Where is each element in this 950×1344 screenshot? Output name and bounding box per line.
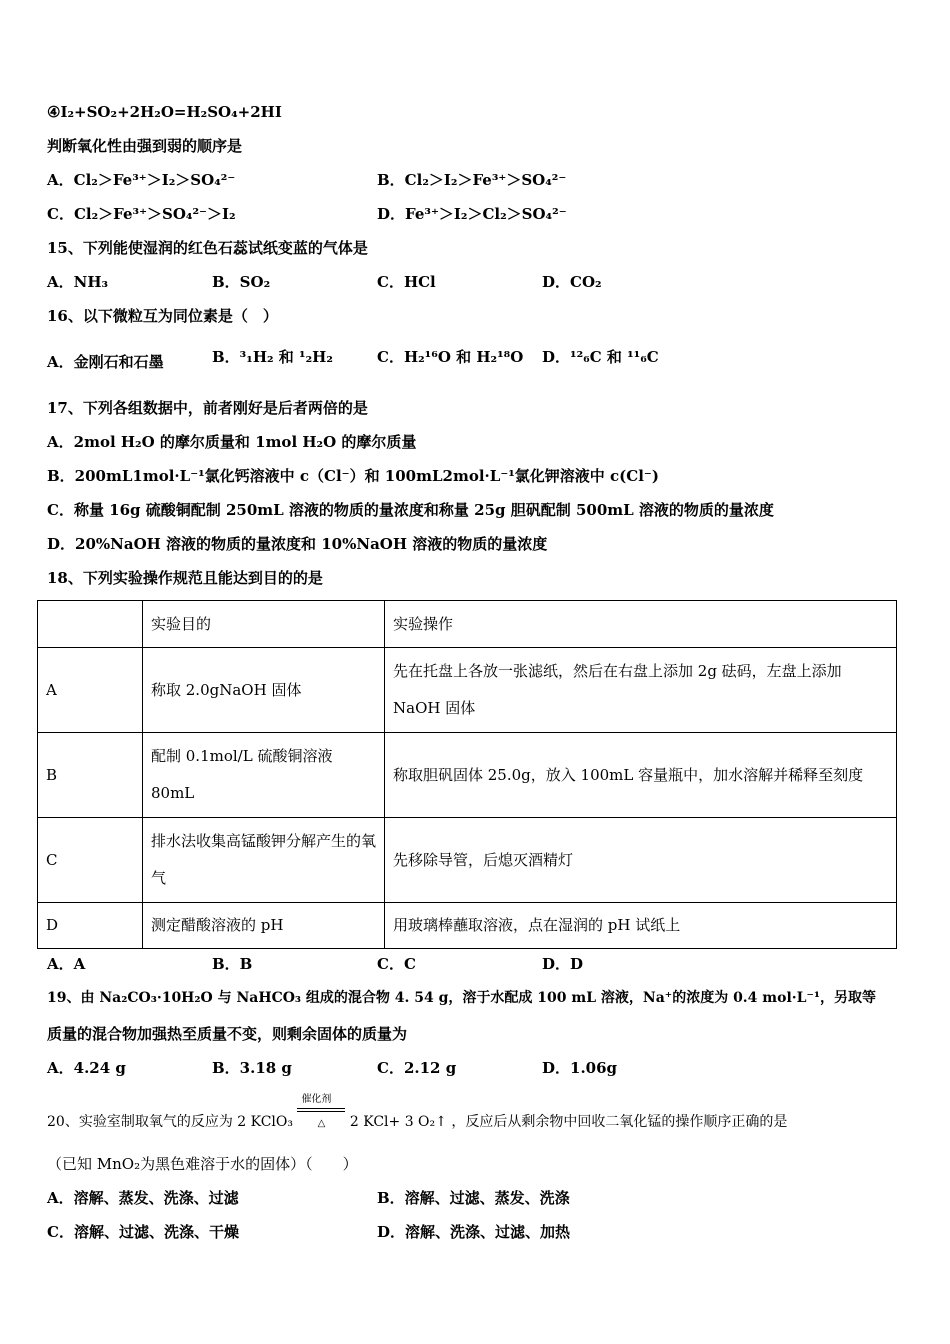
q14-option-a[interactable]: A．Cl₂＞Fe³⁺＞I₂＞SO₄²⁻ <box>47 171 236 189</box>
q19-option-c[interactable]: C．2.12 g <box>377 1059 457 1077</box>
cell: D <box>38 903 143 949</box>
catalyst-arrow <box>297 1094 345 1132</box>
q14-reaction: ④I₂+SO₂+2H₂O=H₂SO₄+2HI <box>47 103 282 121</box>
table-row <box>38 733 897 818</box>
q18-option-b[interactable]: B．B <box>212 955 253 973</box>
q17-option-c[interactable]: C．称量 16g 硫酸铜配制 250mL 溶液的物质的量浓度和称量 25g 胆矾配制 500mL 溶液的物质的量浓度 <box>47 501 774 519</box>
q14-option-c[interactable]: C．Cl₂＞Fe³⁺＞SO₄²⁻＞I₂ <box>47 205 236 223</box>
q16-stem: 16、以下微粒互为同位素是（ ） <box>47 307 278 325</box>
q19-line1: 19、由 Na₂CO₃·10H₂O 与 NaHCO₃ 组成的混合物 4. 54 g，溶于水配成 100 mL 溶液，Na⁺的浓度为 0.4 mol·L⁻¹，另取等 <box>47 990 877 1006</box>
table-row <box>38 818 897 903</box>
cell: C <box>38 818 143 903</box>
q17-option-a[interactable]: A．2mol H₂O 的摩尔质量和 1mol H₂O 的摩尔质量 <box>47 433 417 451</box>
q14-option-b[interactable]: B．Cl₂＞I₂＞Fe³⁺＞SO₄²⁻ <box>377 171 567 189</box>
cell: 用玻璃棒蘸取溶液，点在湿润的 pH 试纸上 <box>385 903 897 949</box>
q20-option-b[interactable]: B．溶解、过滤、蒸发、洗涤 <box>377 1189 570 1207</box>
cell: 测定醋酸溶液的 pH <box>143 903 385 949</box>
heat-triangle-icon: △ <box>317 1118 326 1129</box>
q16-option-d[interactable]: D．¹²₆C 和 ¹¹₆C <box>542 348 659 366</box>
q17-stem: 17、下列各组数据中，前者刚好是后者两倍的是 <box>47 399 368 417</box>
table-row <box>38 648 897 733</box>
q19-line2: 质量的混合物加强热至质量不变，则剩余固体的质量为 <box>47 1025 408 1043</box>
q15-option-c[interactable]: C．HCl <box>377 273 436 291</box>
header-cell: 实验目的 <box>143 601 385 648</box>
q16-option-c[interactable]: C．H₂¹⁶O 和 H₂¹⁸O <box>377 348 524 366</box>
q14-prompt: 判断氧化性由强到弱的顺序是 <box>47 137 243 155</box>
q17-option-d[interactable]: D．20%NaOH 溶液的物质的量浓度和 10%NaOH 溶液的物质的量浓度 <box>47 535 548 553</box>
q20-prefix: 20、实验室制取氧气的反应为 2 KClO₃ <box>47 1114 293 1130</box>
q20-stem <box>47 1094 788 1132</box>
cell: 称取 2.0gNaOH 固体 <box>143 648 385 733</box>
q18-stem: 18、下列实验操作规范且能达到目的的是 <box>47 569 323 587</box>
q18-option-a[interactable]: A．A <box>47 955 86 973</box>
q14-option-d[interactable]: D．Fe³⁺＞I₂＞Cl₂＞SO₄²⁻ <box>377 205 567 223</box>
q15-stem: 15、下列能使湿润的红色石蕊试纸变蓝的气体是 <box>47 239 368 257</box>
catalyst-label: 催化剂 <box>301 1094 332 1105</box>
q15-option-d[interactable]: D．CO₂ <box>542 273 602 291</box>
cell: B <box>38 733 143 818</box>
q20-option-a[interactable]: A．溶解、蒸发、洗涤、过滤 <box>47 1189 239 1207</box>
q20-option-c[interactable]: C．溶解、过滤、洗涤、干燥 <box>47 1223 239 1241</box>
table-row <box>38 903 897 949</box>
cell: 配制 0.1mol/L 硫酸铜溶液 80mL <box>143 733 385 818</box>
q18-option-c[interactable]: C．C <box>377 955 416 973</box>
q17-option-b[interactable]: B．200mL1mol·L⁻¹氯化钙溶液中 c（Cl⁻）和 100mL2mol·L⁻¹氯化钾溶液中 c(Cl⁻) <box>47 467 659 485</box>
header-cell: 实验操作 <box>385 601 897 648</box>
cell: 先移除导管，后熄灭酒精灯 <box>385 818 897 903</box>
q16-option-a[interactable]: A．金刚石和石墨 <box>47 353 164 371</box>
cell: 称取胆矾固体 25.0g，放入 100mL 容量瓶中，加水溶解并稀释至刻度 <box>385 733 897 818</box>
q20-option-d[interactable]: D．溶解、洗涤、过滤、加热 <box>377 1223 571 1241</box>
cell: A <box>38 648 143 733</box>
q20-suffix: 2 KCl+ 3 O₂↑ ，反应后从剩余物中回收二氧化锰的操作顺序正确的是 <box>349 1114 788 1130</box>
table-header-row <box>38 601 897 648</box>
q18-table <box>37 600 897 949</box>
cell: 排水法收集高锰酸钾分解产生的氧气 <box>143 818 385 903</box>
q15-option-a[interactable]: A．NH₃ <box>47 273 109 291</box>
q15-option-b[interactable]: B．SO₂ <box>212 273 271 291</box>
q19-option-b[interactable]: B．3.18 g <box>212 1059 292 1077</box>
q19-option-d[interactable]: D．1.06g <box>542 1059 618 1077</box>
q18-option-d[interactable]: D．D <box>542 955 584 973</box>
header-cell <box>38 601 143 648</box>
cell: 先在托盘上各放一张滤纸，然后在右盘上添加 2g 砝码，左盘上添加 NaOH 固体 <box>385 648 897 733</box>
q19-option-a[interactable]: A．4.24 g <box>47 1059 126 1077</box>
q16-option-b[interactable]: B．³₁H₂ 和 ¹₂H₂ <box>212 348 333 366</box>
q20-line2: （已知 MnO₂为黑色难溶于水的固体）（ ） <box>47 1155 358 1173</box>
